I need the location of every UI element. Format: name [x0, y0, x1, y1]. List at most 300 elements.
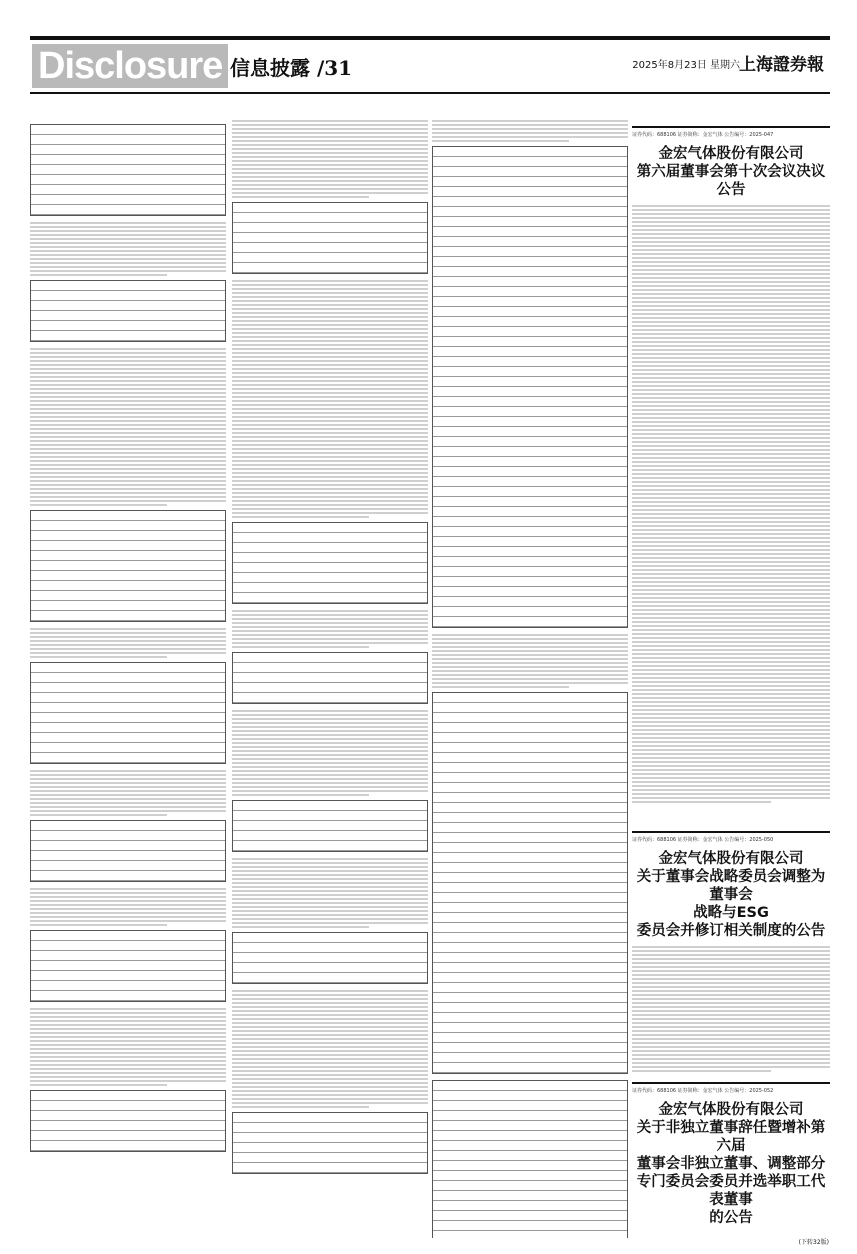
text-line	[632, 217, 830, 219]
text-line	[232, 622, 428, 624]
text-line	[632, 637, 830, 639]
text-line	[30, 266, 226, 268]
text-line	[632, 393, 830, 395]
text-line	[632, 1070, 771, 1072]
text-line	[632, 297, 830, 299]
text-line	[632, 369, 830, 371]
text-line	[632, 605, 830, 607]
text-line	[30, 1048, 226, 1050]
text-line	[632, 477, 830, 479]
text-line	[632, 505, 830, 507]
text-line	[30, 1024, 226, 1026]
column-2	[232, 120, 428, 1238]
text-line	[632, 453, 830, 455]
text-line	[30, 480, 226, 482]
text-line	[232, 1006, 428, 1008]
text-line	[632, 701, 830, 703]
text-line	[632, 745, 830, 747]
text-line	[30, 246, 226, 248]
text-line	[232, 714, 428, 716]
text-line	[632, 769, 830, 771]
text-line	[632, 461, 830, 463]
text-line	[632, 629, 830, 631]
table-block	[30, 510, 226, 622]
text-line	[632, 433, 830, 435]
text-line	[232, 758, 428, 760]
text-line	[232, 500, 428, 502]
text-line	[632, 305, 830, 307]
text-line	[632, 958, 830, 960]
text-line	[232, 746, 428, 748]
text-line	[232, 392, 428, 394]
text-line	[632, 721, 830, 723]
text-line	[632, 681, 830, 683]
text-line	[432, 666, 628, 668]
text-line	[232, 1030, 428, 1032]
text-line	[232, 790, 428, 792]
text-line	[30, 1060, 226, 1062]
text-line	[232, 380, 428, 382]
text-line	[632, 733, 830, 735]
text-line	[632, 513, 830, 515]
notice-2-codes: 证券代码：688106 证券简称：金宏气体 公告编号：2025-050	[632, 837, 774, 843]
text-line	[30, 1072, 226, 1074]
text-line	[30, 806, 226, 808]
text-line	[30, 432, 226, 434]
text-line	[632, 765, 830, 767]
text-line	[632, 645, 830, 647]
text-line	[232, 718, 428, 720]
text-line	[632, 389, 830, 391]
text-line	[632, 1042, 830, 1044]
text-line	[232, 484, 428, 486]
text-line	[30, 1080, 226, 1082]
text-line	[30, 396, 226, 398]
text-line	[232, 384, 428, 386]
text-line	[232, 878, 428, 880]
text-line	[632, 1034, 830, 1036]
text-line	[232, 328, 428, 330]
text-line	[30, 904, 226, 906]
text-line	[632, 1010, 830, 1012]
text-line	[432, 136, 628, 138]
text-line	[632, 1018, 830, 1020]
text-line	[632, 677, 830, 679]
text-line	[232, 742, 428, 744]
table-block	[30, 1090, 226, 1152]
text-line	[30, 1012, 226, 1014]
text-line	[232, 914, 428, 916]
text-line	[232, 424, 428, 426]
text-line	[632, 353, 830, 355]
section-title: 信息披露 /31	[230, 56, 353, 80]
text-line	[232, 734, 428, 736]
text-line	[432, 124, 628, 126]
text-line	[30, 628, 226, 630]
text-line	[30, 274, 167, 276]
text-line	[30, 368, 226, 370]
text-line	[232, 492, 428, 494]
text-line	[232, 906, 428, 908]
text-line	[632, 657, 830, 659]
text-line	[632, 557, 830, 559]
text-line	[232, 180, 428, 182]
text-line	[632, 801, 771, 803]
text-line	[632, 741, 830, 743]
text-line	[232, 1098, 428, 1100]
text-line	[232, 496, 428, 498]
text-line	[632, 609, 830, 611]
text-line	[632, 990, 830, 992]
text-line	[632, 245, 830, 247]
table-block	[232, 652, 428, 704]
text-line	[632, 337, 830, 339]
text-line	[30, 352, 226, 354]
text-line	[30, 794, 226, 796]
text-line	[30, 258, 226, 260]
table-block	[232, 932, 428, 984]
text-line	[632, 333, 830, 335]
text-line	[632, 613, 830, 615]
text-line	[632, 541, 830, 543]
text-line	[232, 766, 428, 768]
text-line	[30, 372, 226, 374]
text-line	[632, 233, 830, 235]
text-line	[632, 1030, 830, 1032]
text-line	[232, 464, 428, 466]
text-line	[232, 480, 428, 482]
text-line	[30, 440, 226, 442]
text-line	[632, 1050, 830, 1052]
text-line	[632, 617, 830, 619]
text-line	[232, 332, 428, 334]
text-line	[232, 874, 428, 876]
text-line	[632, 257, 830, 259]
text-line	[632, 982, 830, 984]
text-line	[30, 472, 226, 474]
text-line	[232, 280, 428, 282]
text-line	[232, 1002, 428, 1004]
text-line	[30, 1020, 226, 1022]
text-line	[632, 1054, 830, 1056]
text-line	[232, 726, 428, 728]
text-line	[632, 649, 830, 651]
text-line	[232, 1034, 428, 1036]
text-line	[632, 529, 830, 531]
text-line	[632, 341, 830, 343]
text-line	[232, 882, 428, 884]
text-line	[232, 918, 428, 920]
text-line	[232, 898, 428, 900]
text-line	[232, 1094, 428, 1096]
text-line	[632, 537, 830, 539]
table-block	[30, 662, 226, 764]
text-line	[632, 573, 830, 575]
text-line	[232, 132, 428, 134]
text-line	[30, 384, 226, 386]
text-line	[30, 242, 226, 244]
text-line	[30, 496, 226, 498]
text-line	[232, 750, 428, 752]
text-line	[30, 484, 226, 486]
text-line	[632, 481, 830, 483]
text-line	[232, 128, 428, 130]
text-line	[632, 749, 830, 751]
text-line	[632, 365, 830, 367]
text-line	[30, 416, 226, 418]
text-line	[432, 658, 628, 660]
text-line	[632, 549, 830, 551]
text-line	[30, 656, 167, 658]
text-line	[30, 1028, 226, 1030]
text-line	[232, 416, 428, 418]
text-line	[432, 120, 628, 122]
text-line	[632, 581, 830, 583]
text-line	[232, 300, 428, 302]
text-line	[232, 196, 369, 198]
text-line	[232, 858, 428, 860]
text-line	[30, 1052, 226, 1054]
text-line	[30, 1064, 226, 1066]
text-line	[232, 730, 428, 732]
text-line	[232, 340, 428, 342]
text-line	[30, 648, 226, 650]
text-line	[632, 785, 830, 787]
text-line	[632, 950, 830, 952]
text-line	[632, 641, 830, 643]
table-block	[30, 820, 226, 882]
text-line	[232, 312, 428, 314]
text-line	[632, 689, 830, 691]
text-line	[632, 737, 830, 739]
text-line	[632, 501, 830, 503]
text-line	[30, 1036, 226, 1038]
text-line	[632, 357, 830, 359]
text-line	[30, 896, 226, 898]
text-line	[232, 152, 428, 154]
text-line	[232, 136, 428, 138]
text-line	[632, 493, 830, 495]
text-line	[232, 168, 428, 170]
text-line	[232, 618, 428, 620]
text-line	[632, 221, 830, 223]
text-line	[632, 309, 830, 311]
text-line	[232, 866, 428, 868]
text-line	[232, 144, 428, 146]
text-line	[232, 862, 428, 864]
text-line	[632, 429, 830, 431]
notice-3-codes: 证券代码：688106 证券简称：金宏气体 公告编号：2025-052	[632, 1088, 774, 1094]
text-line	[232, 304, 428, 306]
text-line	[632, 545, 830, 547]
text-line	[232, 292, 428, 294]
text-line	[632, 1006, 830, 1008]
text-line	[232, 488, 428, 490]
text-line	[232, 360, 428, 362]
text-line	[632, 213, 830, 215]
text-line	[232, 408, 428, 410]
text-line	[632, 517, 830, 519]
disclosure-logo: Disclosure	[32, 44, 228, 88]
text-line	[632, 317, 830, 319]
text-line	[632, 661, 830, 663]
text-line	[632, 473, 830, 475]
text-line	[30, 1008, 226, 1010]
text-line	[632, 229, 830, 231]
text-line	[632, 621, 830, 623]
text-line	[232, 722, 428, 724]
text-line	[632, 273, 830, 275]
text-line	[632, 533, 830, 535]
text-line	[632, 585, 830, 587]
table-block	[232, 202, 428, 274]
text-line	[632, 301, 830, 303]
text-line	[232, 774, 428, 776]
text-line	[30, 652, 226, 654]
text-line	[632, 781, 830, 783]
text-line	[632, 289, 830, 291]
text-line	[232, 1086, 428, 1088]
text-line	[232, 902, 428, 904]
text-line	[632, 205, 830, 207]
text-line	[30, 254, 226, 256]
text-line	[632, 1058, 830, 1060]
text-line	[632, 669, 830, 671]
text-line	[232, 1062, 428, 1064]
text-line	[432, 654, 628, 656]
text-line	[232, 1026, 428, 1028]
text-line	[232, 400, 428, 402]
text-line	[632, 1066, 830, 1068]
text-line	[232, 886, 428, 888]
text-line	[232, 472, 428, 474]
text-line	[632, 693, 830, 695]
text-line	[232, 794, 369, 796]
text-line	[432, 646, 628, 648]
text-line	[632, 521, 830, 523]
text-line	[232, 786, 428, 788]
text-line	[632, 709, 830, 711]
text-line	[30, 238, 226, 240]
text-line	[232, 336, 428, 338]
text-line	[232, 610, 428, 612]
text-line	[632, 633, 830, 635]
text-line	[232, 368, 428, 370]
text-line	[632, 261, 830, 263]
text-line	[632, 237, 830, 239]
text-line	[632, 449, 830, 451]
text-line	[632, 789, 830, 791]
text-line	[232, 642, 428, 644]
text-line	[632, 329, 830, 331]
text-line	[232, 412, 428, 414]
text-line	[232, 388, 428, 390]
text-line	[30, 810, 226, 812]
text-line	[232, 922, 428, 924]
text-line	[632, 441, 830, 443]
text-line	[232, 626, 428, 628]
text-line	[30, 912, 226, 914]
text-line	[632, 565, 830, 567]
text-line	[30, 230, 226, 232]
text-line	[632, 485, 830, 487]
text-line	[632, 974, 830, 976]
column-1	[30, 120, 226, 1238]
text-line	[232, 376, 428, 378]
text-line	[632, 761, 830, 763]
text-line	[30, 412, 226, 414]
text-line	[30, 920, 226, 922]
text-line	[432, 674, 628, 676]
text-line	[30, 360, 226, 362]
text-line	[632, 349, 830, 351]
text-line	[632, 321, 830, 323]
text-line	[632, 497, 830, 499]
text-line	[232, 308, 428, 310]
text-line	[632, 253, 830, 255]
text-line	[30, 1044, 226, 1046]
text-line	[632, 265, 830, 267]
text-line	[30, 492, 226, 494]
text-line	[30, 222, 226, 224]
text-line	[30, 234, 226, 236]
text-line	[232, 1038, 428, 1040]
text-line	[632, 405, 830, 407]
text-line	[632, 1002, 830, 1004]
text-line	[632, 293, 830, 295]
masthead	[30, 36, 830, 94]
text-line	[632, 385, 830, 387]
text-line	[632, 697, 830, 699]
text-line	[232, 448, 428, 450]
text-line	[30, 1076, 226, 1078]
text-line	[30, 380, 226, 382]
text-line	[432, 642, 628, 644]
table-block	[432, 692, 628, 1074]
text-line	[632, 601, 830, 603]
text-line	[632, 1014, 830, 1016]
newspaper-name: 上海證券報	[739, 55, 824, 75]
text-line	[232, 452, 428, 454]
text-line	[632, 269, 830, 271]
text-line	[632, 777, 830, 779]
text-line	[232, 348, 428, 350]
text-line	[232, 288, 428, 290]
text-line	[30, 404, 226, 406]
text-line	[632, 445, 830, 447]
text-line	[232, 926, 369, 928]
text-line	[232, 994, 428, 996]
text-line	[232, 508, 428, 510]
text-line	[632, 561, 830, 563]
text-line	[232, 1050, 428, 1052]
text-line	[632, 725, 830, 727]
text-line	[232, 160, 428, 162]
text-line	[232, 404, 428, 406]
text-line	[632, 685, 830, 687]
text-line	[632, 313, 830, 315]
text-line	[30, 270, 226, 272]
text-line	[632, 489, 830, 491]
text-line	[432, 682, 628, 684]
text-line	[30, 476, 226, 478]
text-line	[232, 164, 428, 166]
text-line	[30, 782, 226, 784]
text-line	[632, 1022, 830, 1024]
text-line	[432, 670, 628, 672]
text-line	[30, 924, 167, 926]
table-block	[432, 1080, 628, 1238]
